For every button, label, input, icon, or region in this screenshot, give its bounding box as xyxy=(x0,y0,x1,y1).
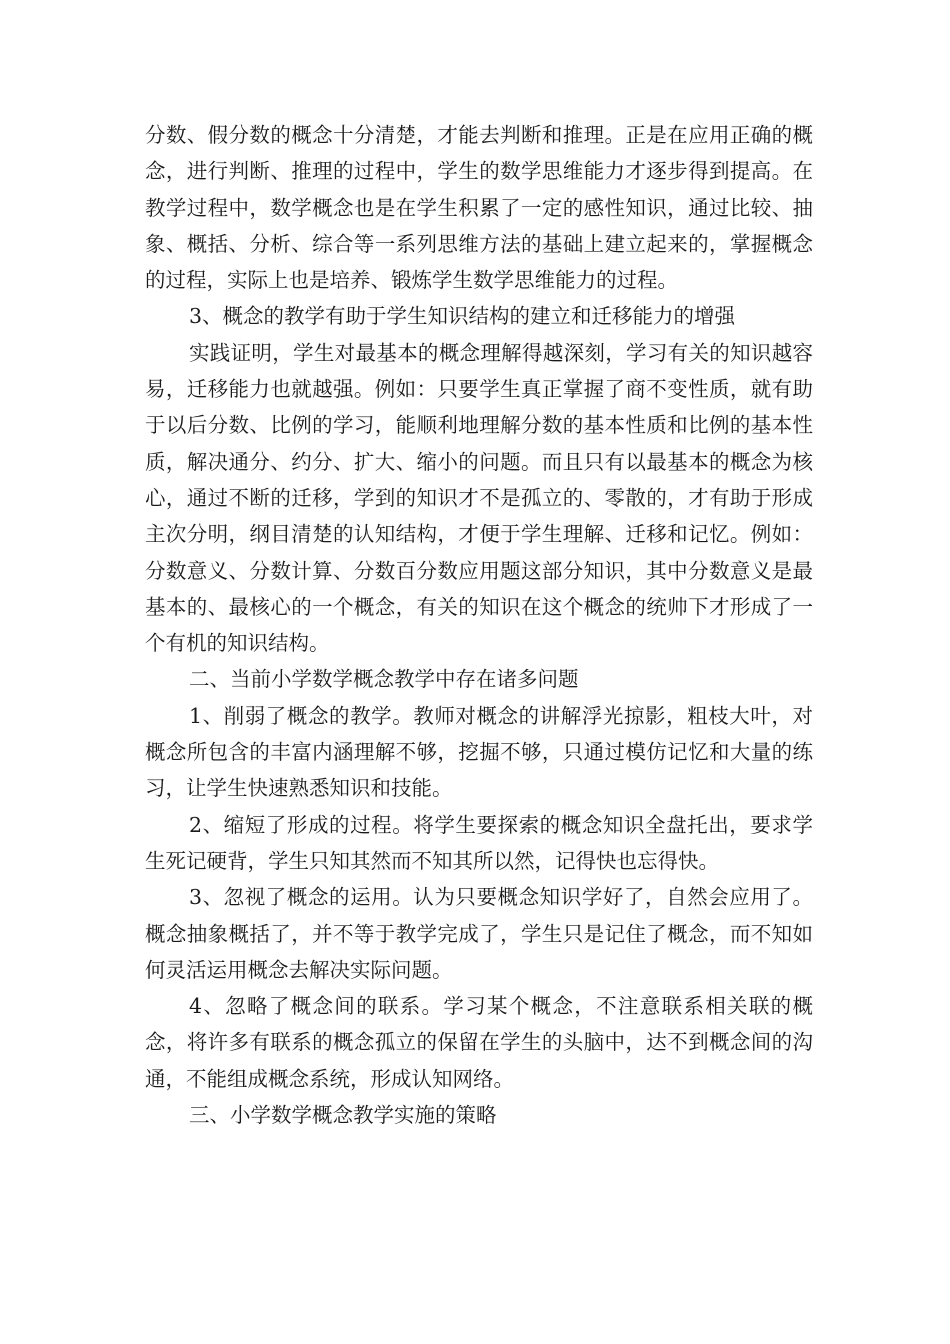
paragraph-continuation: 分数、假分数的概念十分清楚，才能去判断和推理。正是在应用正确的概念，进行判断、推理的过程中，学生的数学思维能力才逐步得到提高。在教学过程中，数学概念也是在学生积累了一定的感性知识，通过比较、抽象、概括、分析、综合等一系列思维方法的基础上建立起来的，掌握概念的过程，实际上也是培养、锻炼学生数学思维能力的过程。 xyxy=(145,123,813,293)
document-body xyxy=(145,117,813,1133)
problem-item-1: 1、削弱了概念的教学。教师对概念的讲解浮光掠影，粗枝大叶，对概念所包含的丰富内涵理解不够，挖掘不够，只通过模仿记忆和大量的练习，让学生快速熟悉知识和技能。 xyxy=(145,703,813,801)
problem-item-4: 4、忽略了概念间的联系。学习某个概念，不注意联系相关联的概念，将许多有联系的概念孤立的保留在学生的头脑中，达不到概念间的沟通，不能组成概念系统，形成认知网络。 xyxy=(145,994,813,1091)
problem-item-3: 3、忽视了概念的运用。认为只要概念知识学好了，自然会应用了。概念抽象概括了，并不等于教学完成了，学生只是记住了概念，而不知如何灵活运用概念去解决实际问题。 xyxy=(145,885,813,982)
section-heading-2: 二、当前小学数学概念教学中存在诸多问题 xyxy=(189,667,579,692)
problem-item-2: 2、缩短了形成的过程。将学生要探索的概念知识全盘托出，要求学生死记硬背，学生只知其然而不知其所以然，记得快也忘得快。 xyxy=(145,812,813,873)
paragraph-transfer: 实践证明，学生对最基本的概念理解得越深刻，学习有关的知识越容易，迁移能力也就越强。例如：只要学生真正掌握了商不变性质，就有助于以后分数、比例的学习，能顺利地理解分数的基本性质和比例的基本性质，解决通分、约分、扩大、缩小的问题。而且只有以最基本的概念为核心，通过不断的迁移，学到的知识才不是孤立的、零散的，才有助于形成主次分明，纲目清楚的认知结构，才便于学生理解、迁移和记忆。例如：分数意义、分数计算、分数百分数应用题这部分知识，其中分数意义是最基本的、最核心的一个概念，有关的知识在这个概念的统帅下才形成了一个有机的知识结构。 xyxy=(145,340,813,656)
section-heading-3: 三、小学数学概念教学实施的策略 xyxy=(189,1103,497,1128)
subheading-point-3: 3、概念的教学有助于学生知识结构的建立和迁移能力的增强 xyxy=(189,304,736,329)
